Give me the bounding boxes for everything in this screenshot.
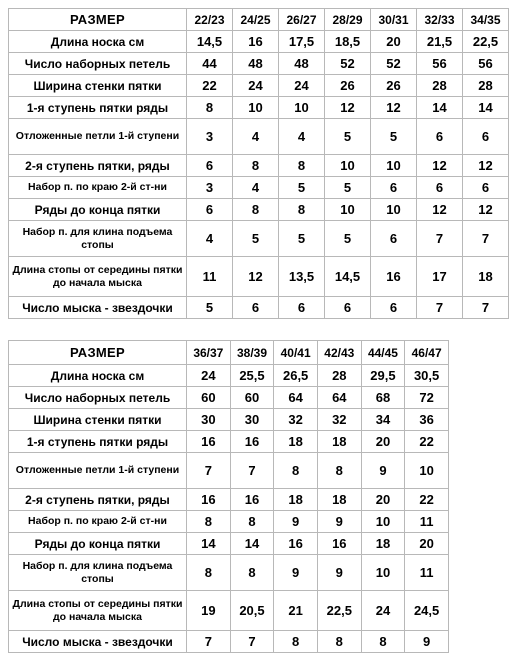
table-cell: 13,5 [279,257,325,297]
table-row [9,365,449,387]
table-cell: 29,5 [361,365,405,387]
table-cell: 18 [317,489,361,511]
table-row [9,431,449,453]
table-cell: 19 [187,591,231,631]
table-cell: 8 [230,555,274,591]
table-row [9,511,449,533]
table-cell: 48 [233,53,279,75]
table-cell: 20 [405,533,449,555]
table-cell: 17,5 [279,31,325,53]
table-cell: 24 [361,591,405,631]
table-cell: 22,5 [317,591,361,631]
row-label: Длина стопы от середины пятки до начала мыска [9,591,187,631]
table-cell: 26 [325,75,371,97]
table-cell: 12 [417,155,463,177]
table-cell: 11 [187,257,233,297]
table-cell: 6 [371,297,417,319]
table-cell: 5 [279,177,325,199]
row-label: 1-я ступень пятки ряды [9,97,187,119]
table-cell: 7 [187,631,231,653]
table-cell: 6 [463,119,509,155]
table-cell: 7 [230,631,274,653]
table-cell: 18 [317,431,361,453]
table-cell: 22 [187,75,233,97]
table-cell: 30 [187,409,231,431]
header-row [9,9,509,31]
table-cell: 20 [361,431,405,453]
table-row [9,199,509,221]
table-cell: 16 [317,533,361,555]
table-cell: 4 [233,119,279,155]
row-label: Ряды до конца пятки [9,533,187,555]
table-row [9,591,449,631]
table-cell: 8 [230,511,274,533]
table-cell: 6 [371,221,417,257]
table-cell: 16 [233,31,279,53]
row-label: Ширина стенки пятки [9,75,187,97]
size-table-adults [8,340,449,653]
table-cell: 12 [417,199,463,221]
row-label: 2-я ступень пятки, ряды [9,155,187,177]
table-cell: 7 [230,453,274,489]
table-row [9,257,509,297]
size-column-header: 28/29 [325,9,371,31]
table-cell: 6 [279,297,325,319]
table-cell: 10 [405,453,449,489]
table-cell: 7 [463,221,509,257]
table-cell: 28 [463,75,509,97]
table-cell: 7 [463,297,509,319]
table-cell: 8 [187,511,231,533]
table-cell: 60 [187,387,231,409]
table-cell: 26 [371,75,417,97]
table-cell: 11 [405,555,449,591]
table-row [9,119,509,155]
table-cell: 5 [233,221,279,257]
table-cell: 7 [417,297,463,319]
table-cell: 22,5 [463,31,509,53]
table-cell: 24,5 [405,591,449,631]
table-cell: 16 [230,431,274,453]
size-column-header: 42/43 [317,341,361,365]
table-cell: 16 [274,533,318,555]
table-cell: 4 [279,119,325,155]
table-cell: 10 [371,155,417,177]
table-cell: 8 [274,631,318,653]
row-label: Длина стопы от середины пятки до начала мыска [9,257,187,297]
table-cell: 5 [325,221,371,257]
table-row [9,387,449,409]
row-label: Число мыска - звездочки [9,297,187,319]
size-column-header: 30/31 [371,9,417,31]
row-label: Длина носка см [9,365,187,387]
table-cell: 48 [279,53,325,75]
table-cell: 18 [361,533,405,555]
table-cell: 14 [230,533,274,555]
table-cell: 12 [325,97,371,119]
size-column-header: 22/23 [187,9,233,31]
table-cell: 56 [463,53,509,75]
table-cell: 5 [325,119,371,155]
table-cell: 52 [371,53,417,75]
table-cell: 10 [325,199,371,221]
table-row [9,97,509,119]
table-cell: 44 [187,53,233,75]
table-cell: 16 [230,489,274,511]
table-cell: 9 [361,453,405,489]
size-column-header: 36/37 [187,341,231,365]
table-cell: 26,5 [274,365,318,387]
table-cell: 12 [463,199,509,221]
row-label: Набор п. по краю 2-й ст-ни [9,511,187,533]
table-cell: 7 [417,221,463,257]
table-cell: 28 [417,75,463,97]
table-cell: 21 [274,591,318,631]
table-cell: 18 [463,257,509,297]
table-cell: 68 [361,387,405,409]
table-cell: 21,5 [417,31,463,53]
table-cell: 8 [233,199,279,221]
table-cell: 11 [405,511,449,533]
table-cell: 4 [233,177,279,199]
table-row [9,177,509,199]
table-cell: 12 [371,97,417,119]
size-column-header: 38/39 [230,341,274,365]
row-label: Набор п. по краю 2-й ст-ни [9,177,187,199]
table-row [9,53,509,75]
table-row [9,155,509,177]
table-cell: 5 [279,221,325,257]
table-cell: 10 [361,511,405,533]
table-cell: 5 [371,119,417,155]
table-cell: 17 [417,257,463,297]
row-label: Отложенные петли 1-й ступени [9,119,187,155]
table-cell: 10 [279,97,325,119]
table-cell: 24 [279,75,325,97]
table-cell: 22 [405,431,449,453]
table-cell: 30 [230,409,274,431]
table-cell: 20,5 [230,591,274,631]
table-cell: 8 [361,631,405,653]
table-cell: 24 [187,365,231,387]
table-cell: 14 [417,97,463,119]
table-cell: 72 [405,387,449,409]
table-cell: 25,5 [230,365,274,387]
table-cell: 10 [233,97,279,119]
table-cell: 64 [317,387,361,409]
table-cell: 14 [463,97,509,119]
table-cell: 8 [233,155,279,177]
table-cell: 10 [325,155,371,177]
row-label: Набор п. для клина подъема стопы [9,221,187,257]
table-cell: 10 [371,199,417,221]
table-cell: 5 [187,297,233,319]
table-row [9,31,509,53]
table-row [9,409,449,431]
table-cell: 9 [274,555,318,591]
row-label: Число наборных петель [9,387,187,409]
table-cell: 8 [317,631,361,653]
table-cell: 36 [405,409,449,431]
table-cell: 8 [279,199,325,221]
table-cell: 18,5 [325,31,371,53]
table-cell: 6 [187,155,233,177]
size-column-header: 46/47 [405,341,449,365]
table-row [9,489,449,511]
table-row [9,221,509,257]
header-row [9,341,449,365]
size-column-header: 34/35 [463,9,509,31]
table-cell: 8 [187,555,231,591]
table-cell: 18 [274,489,318,511]
table-cell: 3 [187,119,233,155]
row-label: Набор п. для клина подъема стопы [9,555,187,591]
table-cell: 6 [417,119,463,155]
table-cell: 64 [274,387,318,409]
size-header-label: РАЗМЕР [9,341,187,365]
table-cell: 30,5 [405,365,449,387]
table-cell: 7 [187,453,231,489]
size-column-header: 32/33 [417,9,463,31]
row-label: Отложенные петли 1-й ступени [9,453,187,489]
table-cell: 52 [325,53,371,75]
size-column-header: 44/45 [361,341,405,365]
table-cell: 18 [274,431,318,453]
table-cell: 9 [405,631,449,653]
row-label: Число наборных петель [9,53,187,75]
table-cell: 8 [187,97,233,119]
table-cell: 32 [274,409,318,431]
table-cell: 10 [361,555,405,591]
table-cell: 20 [371,31,417,53]
table-cell: 6 [371,177,417,199]
row-label: Ряды до конца пятки [9,199,187,221]
table-cell: 24 [233,75,279,97]
table-cell: 16 [187,489,231,511]
table-cell: 16 [187,431,231,453]
size-header-label: РАЗМЕР [9,9,187,31]
table-cell: 60 [230,387,274,409]
row-label: 1-я ступень пятки ряды [9,431,187,453]
table-cell: 22 [405,489,449,511]
table-cell: 12 [463,155,509,177]
table-cell: 5 [325,177,371,199]
row-label: 2-я ступень пятки, ряды [9,489,187,511]
table-row [9,631,449,653]
row-label: Ширина стенки пятки [9,409,187,431]
table-cell: 12 [233,257,279,297]
table-cell: 3 [187,177,233,199]
size-column-header: 40/41 [274,341,318,365]
table-cell: 6 [463,177,509,199]
table-cell: 34 [361,409,405,431]
table-cell: 14,5 [325,257,371,297]
size-column-header: 26/27 [279,9,325,31]
table-row [9,453,449,489]
row-label: Длина носка см [9,31,187,53]
row-label: Число мыска - звездочки [9,631,187,653]
table-cell: 4 [187,221,233,257]
table-row [9,555,449,591]
table-cell: 16 [371,257,417,297]
table-cell: 28 [317,365,361,387]
table-cell: 8 [274,453,318,489]
table-cell: 8 [317,453,361,489]
table-cell: 6 [417,177,463,199]
size-table-children [8,8,509,319]
table-cell: 20 [361,489,405,511]
table-cell: 14,5 [187,31,233,53]
table-cell: 9 [317,555,361,591]
table-cell: 9 [317,511,361,533]
table-row [9,297,509,319]
table-cell: 14 [187,533,231,555]
table-cell: 6 [325,297,371,319]
table-cell: 32 [317,409,361,431]
table-row [9,533,449,555]
table-cell: 6 [187,199,233,221]
table-row [9,75,509,97]
table-cell: 9 [274,511,318,533]
table-cell: 8 [279,155,325,177]
table-cell: 6 [233,297,279,319]
table-cell: 56 [417,53,463,75]
size-column-header: 24/25 [233,9,279,31]
